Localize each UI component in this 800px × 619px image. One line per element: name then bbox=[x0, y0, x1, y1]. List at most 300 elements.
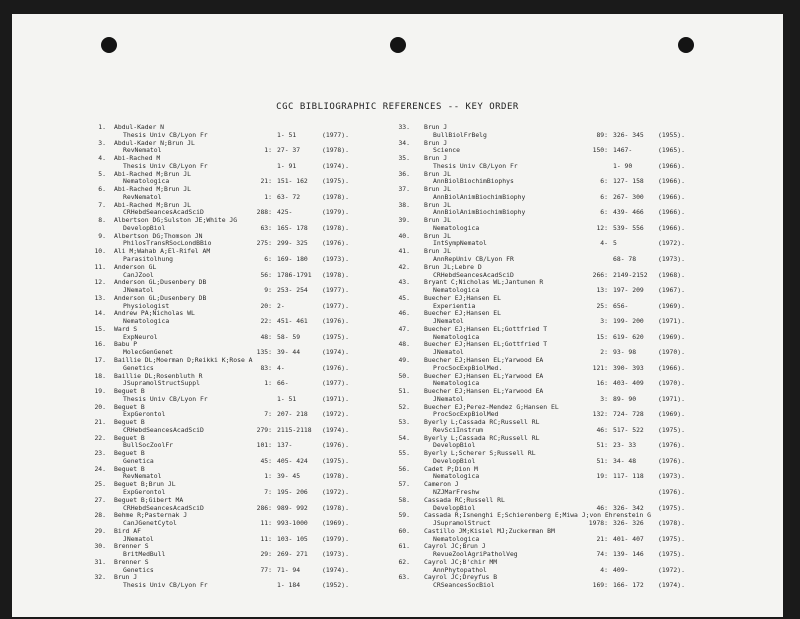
reference-year: (1976). bbox=[658, 487, 685, 496]
reference-journal: Thesis Univ CB/Lyon Fr bbox=[123, 130, 208, 139]
reference-year: (1974). bbox=[658, 581, 685, 590]
reference-pages: 993-1000 bbox=[277, 519, 308, 528]
reference-volume: 279: bbox=[256, 425, 272, 434]
reference-number: 7. bbox=[98, 200, 106, 209]
reference-pages: 39- 45 bbox=[277, 472, 301, 481]
reference-authors: Babu P bbox=[114, 340, 138, 349]
reference-year: (1977). bbox=[322, 286, 349, 295]
reference-pages: 1- 51 bbox=[277, 130, 297, 139]
reference-pages: 207- 218 bbox=[277, 410, 308, 419]
reference-journal: CRSeancesSocBiol bbox=[433, 581, 495, 590]
reference-authors: Brun J bbox=[424, 154, 448, 163]
reference-journal: NZJMarFreshw bbox=[433, 487, 480, 496]
reference-year: (1969). bbox=[658, 301, 685, 310]
reference-number: 60. bbox=[398, 526, 410, 535]
reference-journal: ProcSocExpBiolMed bbox=[433, 410, 499, 419]
reference-journal: AnnBiolAnimBiochimBiophy bbox=[433, 208, 526, 217]
punch-hole bbox=[390, 37, 406, 53]
reference-pages: 619- 620 bbox=[613, 332, 644, 341]
reference-journal: Thesis Univ CB/Lyon Fr bbox=[433, 161, 518, 170]
punch-hole bbox=[678, 37, 694, 53]
reference-year: (1976). bbox=[658, 456, 685, 465]
reference-volume: 9: bbox=[264, 286, 272, 295]
reference-authors: Buecher EJ;Hansen EL;Yarwood EA bbox=[424, 355, 544, 364]
reference-number: 62. bbox=[398, 557, 410, 566]
reference-volume: 45: bbox=[260, 456, 272, 465]
reference-journal: Physiologist bbox=[123, 301, 170, 310]
reference-authors: Castillo JM;Kisiel MJ;Zuckerman BM bbox=[424, 526, 555, 535]
reference-number: 23. bbox=[94, 449, 106, 458]
reference-year: (1979). bbox=[322, 534, 349, 543]
reference-authors: Anderson GL;Dusenbery DB bbox=[114, 293, 207, 302]
reference-volume: 25: bbox=[596, 301, 608, 310]
reference-number: 36. bbox=[398, 169, 410, 178]
reference-pages: 4- bbox=[277, 363, 285, 372]
reference-volume: 11: bbox=[260, 519, 272, 528]
reference-pages: 269- 271 bbox=[277, 550, 308, 559]
reference-year: (1973). bbox=[658, 472, 685, 481]
reference-pages: 58- 59 bbox=[277, 332, 301, 341]
reference-year: (1972). bbox=[322, 410, 349, 419]
reference-number: 35. bbox=[398, 154, 410, 163]
reference-pages: 656- bbox=[613, 301, 629, 310]
reference-number: 58. bbox=[398, 495, 410, 504]
reference-year: (1966). bbox=[658, 208, 685, 217]
reference-volume: 101: bbox=[256, 441, 272, 450]
reference-year: (1978). bbox=[322, 472, 349, 481]
reference-number: 27. bbox=[94, 495, 106, 504]
reference-pages: 299- 325 bbox=[277, 239, 308, 248]
reference-entry bbox=[90, 357, 400, 373]
reference-pages: 2149-2152 bbox=[613, 270, 648, 279]
reference-year: (1967). bbox=[658, 286, 685, 295]
reference-year: (1974). bbox=[322, 161, 349, 170]
reference-pages: 34- 48 bbox=[613, 456, 637, 465]
reference-volume: 3: bbox=[600, 394, 608, 403]
reference-authors: Abi-Rached M;Brun JL bbox=[114, 185, 191, 194]
reference-entry bbox=[90, 124, 400, 140]
reference-year: (1970). bbox=[658, 348, 685, 357]
reference-pages: 425- bbox=[277, 208, 293, 217]
reference-entry bbox=[398, 388, 718, 404]
reference-journal: Thesis Univ CB/Lyon Fr bbox=[123, 161, 208, 170]
reference-authors: Beguet B bbox=[114, 402, 145, 411]
reference-entry bbox=[398, 202, 718, 218]
reference-number: 53. bbox=[398, 418, 410, 427]
reference-journal: JNematol bbox=[433, 348, 464, 357]
reference-authors: Byerly L;Cassada RC;Russell RL bbox=[424, 433, 540, 442]
reference-authors: Buecher EJ;Hansen EL bbox=[424, 309, 501, 318]
reference-year: (1978). bbox=[322, 223, 349, 232]
reference-journal: RevueZoolAgriPatholVeg bbox=[433, 550, 518, 559]
reference-authors: Anderson GL bbox=[114, 262, 157, 271]
reference-authors: Byerly L;Cassada RC;Russell RL bbox=[424, 418, 540, 427]
reference-year: (1966). bbox=[658, 192, 685, 201]
reference-pages: 63- 72 bbox=[277, 192, 301, 201]
reference-number: 18. bbox=[94, 371, 106, 380]
reference-pages: 517- 522 bbox=[613, 425, 644, 434]
reference-journal: Parasitolhung bbox=[123, 255, 174, 264]
reference-entry bbox=[90, 481, 400, 497]
reference-pages: 89- 90 bbox=[613, 394, 637, 403]
reference-volume: 266: bbox=[592, 270, 608, 279]
reference-number: 17. bbox=[94, 355, 106, 364]
reference-number: 46. bbox=[398, 309, 410, 318]
reference-number: 61. bbox=[398, 542, 410, 551]
reference-authors: Ward S bbox=[114, 324, 138, 333]
reference-journal: AnnBiolBiochimBiophys bbox=[433, 177, 514, 186]
reference-journal: CanJZool bbox=[123, 270, 154, 279]
reference-volume: 4: bbox=[600, 565, 608, 574]
reference-pages: 253- 254 bbox=[277, 286, 308, 295]
reference-journal: RevNematol bbox=[123, 472, 162, 481]
reference-pages: 2115-2118 bbox=[277, 425, 312, 434]
reference-volume: 48: bbox=[260, 332, 272, 341]
reference-entry bbox=[90, 373, 400, 389]
reference-year: (1977). bbox=[322, 130, 349, 139]
reference-number: 47. bbox=[398, 324, 410, 333]
reference-journal: DevelopBiol bbox=[433, 503, 476, 512]
reference-entry bbox=[90, 155, 400, 171]
reference-volume: 2: bbox=[600, 348, 608, 357]
reference-authors: Abdul-Kader N bbox=[114, 123, 165, 131]
reference-pages: 326- 342 bbox=[613, 503, 644, 512]
reference-year: (1976). bbox=[322, 441, 349, 450]
reference-year: (1979). bbox=[322, 208, 349, 217]
reference-pages: 401- 407 bbox=[613, 534, 644, 543]
reference-entry bbox=[398, 233, 718, 249]
reference-journal: CRHebdSeancesAcadSciD bbox=[433, 270, 514, 279]
reference-authors: Beguet B bbox=[114, 418, 145, 427]
reference-volume: 286: bbox=[256, 503, 272, 512]
reference-volume: 15: bbox=[596, 332, 608, 341]
reference-year: (1973). bbox=[658, 255, 685, 264]
reference-entry bbox=[90, 466, 400, 482]
reference-journal: RevNematol bbox=[123, 146, 162, 155]
reference-authors: Cayrol JC;Brun J bbox=[424, 542, 486, 551]
reference-entry bbox=[90, 202, 400, 218]
reference-journal: Nematologica bbox=[123, 317, 170, 326]
references-right-column bbox=[398, 124, 718, 590]
reference-journal: ExpNeurol bbox=[123, 332, 158, 341]
reference-pages: 451- 461 bbox=[277, 317, 308, 326]
reference-volume: 22: bbox=[260, 317, 272, 326]
reference-number: 57. bbox=[398, 480, 410, 489]
reference-pages: 2- bbox=[277, 301, 285, 310]
reference-year: (1976). bbox=[322, 317, 349, 326]
reference-year: (1975). bbox=[658, 534, 685, 543]
reference-entry bbox=[398, 419, 718, 435]
reference-volume: 46: bbox=[596, 425, 608, 434]
reference-number: 11. bbox=[94, 262, 106, 271]
reference-number: 40. bbox=[398, 231, 410, 240]
reference-number: 22. bbox=[94, 433, 106, 442]
reference-number: 39. bbox=[398, 216, 410, 225]
reference-year: (1968). bbox=[658, 270, 685, 279]
reference-entry bbox=[90, 559, 400, 575]
reference-authors: Beguet B;Brun JL bbox=[114, 480, 176, 489]
reference-number: 8. bbox=[98, 216, 106, 225]
reference-volume: 51: bbox=[596, 441, 608, 450]
reference-authors: Cassada R;Isnenghi E;Schierenberg E;Miwa J;von Ehrenstein G bbox=[424, 511, 652, 520]
reference-volume: 275: bbox=[256, 239, 272, 248]
reference-authors: Brun J bbox=[424, 123, 448, 131]
reference-authors: Brun JL bbox=[424, 247, 451, 256]
reference-pages: 137- bbox=[277, 441, 293, 450]
reference-year: (1966). bbox=[658, 363, 685, 372]
reference-authors: Albertson DG;Thomson JN bbox=[114, 231, 203, 240]
reference-number: 28. bbox=[94, 511, 106, 520]
reference-journal: DevelopBiol bbox=[123, 223, 166, 232]
reference-authors: Beguet B bbox=[114, 464, 145, 473]
reference-volume: 6: bbox=[600, 208, 608, 217]
reference-volume: 6: bbox=[600, 192, 608, 201]
reference-entry bbox=[90, 388, 400, 404]
reference-pages: 403- 409 bbox=[613, 379, 644, 388]
reference-year: (1978). bbox=[322, 192, 349, 201]
reference-pages: 71- 94 bbox=[277, 565, 301, 574]
reference-year: (1977). bbox=[322, 301, 349, 310]
reference-journal: Genetics bbox=[123, 363, 154, 372]
reference-pages: 197- 209 bbox=[613, 286, 644, 295]
reference-entry bbox=[398, 373, 718, 389]
reference-entry bbox=[90, 279, 400, 295]
reference-volume: 3: bbox=[600, 317, 608, 326]
reference-authors: Brun JL bbox=[424, 216, 451, 225]
reference-entry bbox=[398, 124, 718, 140]
reference-year: (1972). bbox=[658, 239, 685, 248]
reference-pages: 39- 44 bbox=[277, 348, 301, 357]
reference-pages: 103- 105 bbox=[277, 534, 308, 543]
reference-year: (1977). bbox=[322, 379, 349, 388]
reference-authors: Brun J bbox=[114, 573, 138, 582]
reference-entry bbox=[398, 404, 718, 420]
reference-entry bbox=[90, 326, 400, 342]
reference-entry bbox=[398, 341, 718, 357]
reference-number: 52. bbox=[398, 402, 410, 411]
reference-number: 42. bbox=[398, 262, 410, 271]
reference-entry bbox=[90, 404, 400, 420]
reference-volume: 21: bbox=[596, 534, 608, 543]
reference-year: (1976). bbox=[658, 441, 685, 450]
reference-entry bbox=[90, 450, 400, 466]
reference-number: 55. bbox=[398, 449, 410, 458]
reference-entry bbox=[398, 528, 718, 544]
reference-journal: MolecGenGenet bbox=[123, 348, 174, 357]
reference-entry bbox=[90, 217, 400, 233]
reference-journal: Nematologica bbox=[433, 472, 480, 481]
reference-pages: 165- 178 bbox=[277, 223, 308, 232]
reference-year: (1978). bbox=[322, 146, 349, 155]
reference-year: (1966). bbox=[658, 177, 685, 186]
reference-entry bbox=[398, 574, 718, 590]
reference-volume: 7: bbox=[264, 410, 272, 419]
reference-entry bbox=[90, 543, 400, 559]
reference-volume: 7: bbox=[264, 487, 272, 496]
reference-authors: Baillie DL;Moerman D;Reikki K;Rose A bbox=[114, 355, 253, 364]
reference-volume: 1: bbox=[264, 192, 272, 201]
reference-journal: JNematol bbox=[123, 286, 154, 295]
reference-volume: 13: bbox=[596, 286, 608, 295]
reference-pages: 27- 37 bbox=[277, 146, 301, 155]
reference-journal: JSupramolStructSuppl bbox=[123, 379, 200, 388]
reference-volume: 63: bbox=[260, 223, 272, 232]
reference-entry bbox=[398, 481, 718, 497]
reference-number: 15. bbox=[94, 324, 106, 333]
reference-number: 6. bbox=[98, 185, 106, 194]
reference-volume: 56: bbox=[260, 270, 272, 279]
reference-journal: Thesis Univ CB/Lyon Fr bbox=[123, 394, 208, 403]
reference-pages: 1- 91 bbox=[277, 161, 297, 170]
reference-entry bbox=[398, 466, 718, 482]
reference-year: (1952). bbox=[322, 581, 349, 590]
reference-authors: Beguet B bbox=[114, 449, 145, 458]
reference-journal: BullBiolFrBelg bbox=[433, 130, 487, 139]
reference-pages: 989- 992 bbox=[277, 503, 308, 512]
reference-year: (1966). bbox=[658, 161, 685, 170]
reference-authors: Buecher EJ;Hansen EL;Yarwood EA bbox=[424, 387, 544, 396]
reference-pages: 1467- bbox=[613, 146, 633, 155]
reference-number: 25. bbox=[94, 480, 106, 489]
reference-pages: 1- 184 bbox=[277, 581, 301, 590]
reference-number: 20. bbox=[94, 402, 106, 411]
reference-year: (1971). bbox=[658, 317, 685, 326]
reference-pages: 139- 146 bbox=[613, 550, 644, 559]
reference-pages: 68- 78 bbox=[613, 255, 637, 264]
reference-year: (1975). bbox=[322, 332, 349, 341]
reference-entry bbox=[90, 233, 400, 249]
reference-journal: ProcSocExpBiolMed. bbox=[433, 363, 503, 372]
reference-authors: Brenner S bbox=[114, 557, 149, 566]
reference-pages: 267- 300 bbox=[613, 192, 644, 201]
reference-volume: 77: bbox=[260, 565, 272, 574]
reference-number: 59. bbox=[398, 511, 410, 520]
reference-pages: 1- 51 bbox=[277, 394, 297, 403]
reference-pages: 166- 172 bbox=[613, 581, 644, 590]
reference-pages: 66- bbox=[277, 379, 289, 388]
reference-year: (1971). bbox=[658, 394, 685, 403]
reference-entry bbox=[398, 512, 718, 528]
reference-pages: 439- 466 bbox=[613, 208, 644, 217]
reference-entry bbox=[90, 295, 400, 311]
reference-journal: JSupramolStruct bbox=[433, 519, 491, 528]
reference-journal: Genetics bbox=[123, 565, 154, 574]
reference-journal: Nematologica bbox=[433, 332, 480, 341]
reference-authors: Bryant C;Nicholas WL;Jantunen R bbox=[424, 278, 544, 287]
reference-journal: Nematologica bbox=[433, 223, 480, 232]
reference-journal: Science bbox=[433, 146, 460, 155]
reference-volume: 1: bbox=[264, 379, 272, 388]
reference-number: 21. bbox=[94, 418, 106, 427]
reference-number: 63. bbox=[398, 573, 410, 582]
reference-number: 45. bbox=[398, 293, 410, 302]
reference-volume: 20: bbox=[260, 301, 272, 310]
reference-year: (1978). bbox=[322, 503, 349, 512]
reference-number: 33. bbox=[398, 123, 410, 131]
reference-volume: 21: bbox=[260, 177, 272, 186]
reference-authors: Abdul-Kader N;Brun JL bbox=[114, 138, 195, 147]
reference-volume: 169: bbox=[592, 581, 608, 590]
reference-entry bbox=[398, 295, 718, 311]
reference-entry bbox=[90, 264, 400, 280]
reference-journal: AnnRepUniv CB/Lyon FR bbox=[433, 255, 514, 264]
reference-pages: 326- 345 bbox=[613, 130, 644, 139]
reference-entry bbox=[90, 419, 400, 435]
reference-entry bbox=[398, 217, 718, 233]
reference-number: 31. bbox=[94, 557, 106, 566]
reference-entry bbox=[90, 186, 400, 202]
reference-year: (1976). bbox=[322, 239, 349, 248]
reference-journal: Nematologica bbox=[433, 286, 480, 295]
reference-authors: Brenner S bbox=[114, 542, 149, 551]
reference-volume: 16: bbox=[596, 379, 608, 388]
reference-year: (1972). bbox=[322, 487, 349, 496]
reference-number: 48. bbox=[398, 340, 410, 349]
reference-volume: 132: bbox=[592, 410, 608, 419]
reference-number: 10. bbox=[94, 247, 106, 256]
reference-authors: Cadet P;Dion M bbox=[424, 464, 478, 473]
reference-entry bbox=[398, 497, 718, 513]
reference-entry bbox=[398, 357, 718, 373]
reference-pages: 195- 206 bbox=[277, 487, 308, 496]
reference-journal: Nematologica bbox=[123, 177, 170, 186]
reference-authors: Buecher EJ;Hansen EL bbox=[424, 293, 501, 302]
reference-year: (1974). bbox=[322, 565, 349, 574]
reference-authors: Ali M;Wahab A;El-Rifel AM bbox=[114, 247, 211, 256]
reference-volume: 6: bbox=[600, 177, 608, 186]
reference-pages: 405- 424 bbox=[277, 456, 308, 465]
reference-journal: AnnBiolAnimBiochimBiophy bbox=[433, 192, 526, 201]
reference-pages: 409- bbox=[613, 565, 629, 574]
reference-journal: CRHebdSeancesAcadSciD bbox=[123, 503, 204, 512]
reference-pages: 23- 33 bbox=[613, 441, 637, 450]
reference-number: 49. bbox=[398, 355, 410, 364]
reference-volume: 83: bbox=[260, 363, 272, 372]
reference-volume: 150: bbox=[592, 146, 608, 155]
reference-authors: Bird AF bbox=[114, 526, 141, 535]
reference-journal: BritMedBull bbox=[123, 550, 166, 559]
reference-journal: JNematol bbox=[433, 394, 464, 403]
reference-entry bbox=[90, 341, 400, 357]
reference-entry bbox=[398, 186, 718, 202]
reference-journal: ExpGerontol bbox=[123, 487, 166, 496]
reference-pages: 151- 162 bbox=[277, 177, 308, 186]
reference-journal: CRHebdSeancesAcadSciD bbox=[123, 208, 204, 217]
reference-journal: RevSciInstrum bbox=[433, 425, 484, 434]
reference-pages: 169- 180 bbox=[277, 255, 308, 264]
reference-entry bbox=[90, 497, 400, 513]
references-left-column bbox=[90, 124, 400, 590]
reference-year: (1976). bbox=[322, 363, 349, 372]
reference-volume: 51: bbox=[596, 456, 608, 465]
reference-number: 5. bbox=[98, 169, 106, 178]
reference-year: (1965). bbox=[658, 146, 685, 155]
reference-entry bbox=[398, 248, 718, 264]
reference-entry bbox=[90, 435, 400, 451]
reference-authors: Buecher EJ;Hansen EL;Gottfried T bbox=[424, 340, 548, 349]
reference-volume: 1: bbox=[264, 146, 272, 155]
reference-authors: Beguet B bbox=[114, 387, 145, 396]
reference-authors: Abi-Rached M;Brun JL bbox=[114, 200, 191, 209]
reference-number: 24. bbox=[94, 464, 106, 473]
reference-entry bbox=[90, 512, 400, 528]
reference-number: 34. bbox=[398, 138, 410, 147]
reference-entry bbox=[398, 279, 718, 295]
reference-entry bbox=[90, 574, 400, 590]
reference-entry bbox=[90, 248, 400, 264]
reference-volume: 4- bbox=[600, 239, 608, 248]
reference-authors: Brun JL bbox=[424, 200, 451, 209]
